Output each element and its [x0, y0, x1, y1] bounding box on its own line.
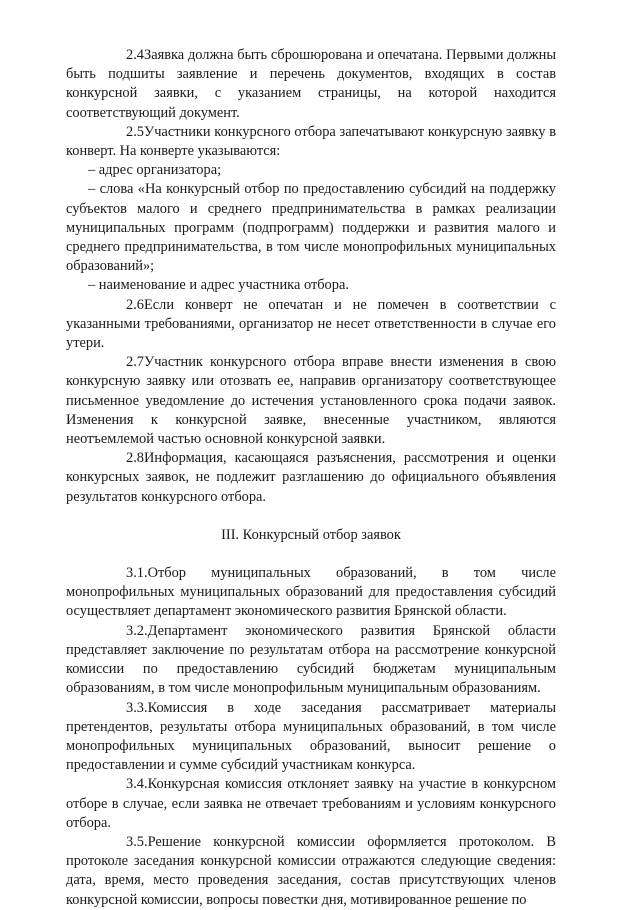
- paragraph-2-7: [66, 353, 556, 449]
- paragraph-number: 2.6: [126, 296, 144, 313]
- paragraph-3-2: [66, 622, 556, 699]
- paragraph-text: Департамент экономического развития Брянской области представляет заключение по результатам отбора на рассмотрение конкурсной комиссии по предоставлению субсидий бюджетам муниципальным образованиям, в том числе монопрофильным муниципальным образованиям.: [66, 622, 556, 697]
- paragraph-number: 3.1.: [126, 565, 148, 582]
- paragraph-text: Конкурсная комиссия отклоняет заявку на участие в конкурсном отборе в случае, если заявка не отвечает требованиям и условиям конкурсного отбора.: [66, 776, 556, 831]
- paragraph-2-5: [66, 123, 556, 161]
- paragraph-text: Комиссия в ходе заседания рассматривает материалы претендентов, результаты отбора муниципальных образований, в том числе монопрофильных муниципальных образований, выносит решение о предоставлении и сумме субсидий участникам конкурса.: [66, 699, 556, 774]
- paragraph-number: 3.5.: [126, 833, 148, 850]
- paragraph-number: 3.2.: [126, 622, 148, 639]
- paragraph-number: 3.3.: [126, 699, 148, 716]
- paragraph-text: Заявка должна быть сброшюрована и опечатана. Первыми должны быть подшиты заявление и перечень документов, входящих в состав конкурсной заявки, с указанием страницы, на которой находится соответствующий документ.: [66, 47, 556, 121]
- paragraph-3-3: [66, 699, 556, 776]
- paragraph-number: 2.7: [126, 354, 144, 371]
- section-heading: III. Конкурсный отбор заявок: [221, 526, 401, 543]
- paragraph-number: 2.4: [126, 47, 144, 63]
- paragraph-text: Решение конкурсной комиссии оформляется протоколом. В протоколе заседания конкурсной комиссии отражаются следующие сведения: дата, время, место проведения заседания, состав присутствующих членов конкурсной комиссии, вопросы повестки дня, мотивированное решение по: [66, 833, 556, 908]
- paragraph-3-4: [66, 775, 556, 833]
- paragraph-2-6: [66, 296, 556, 354]
- paragraph-text: Участник конкурсного отбора вправе внести изменения в свою конкурсную заявку или отозвать ее, направив организатору соответствующее письменное уведомление до истечения установленного срока подачи заявок. Изменения к конкурсной заявке, внесенные участником, являются неотъемлемой частью основной конкурсной заявки.: [66, 354, 556, 448]
- paragraph-text: Участники конкурсного отбора запечатывают конкурсную заявку в конверт. На конверте указываются:: [66, 123, 556, 160]
- paragraph-number: 3.4.: [126, 776, 148, 793]
- paragraph-3-1: [66, 564, 556, 622]
- paragraph-number: 2.5: [126, 123, 144, 140]
- paragraph-3-5: [66, 833, 556, 910]
- paragraph-2-8: [66, 449, 556, 507]
- paragraph-2-4: [66, 46, 556, 123]
- paragraph-text: Отбор муниципальных образований, в том числе монопрофильных муниципальных образований для предоставления субсидий осуществляет департамент экономического развития Брянской области.: [66, 565, 556, 620]
- list-item-organizer-address: – адрес организатора;: [88, 162, 222, 179]
- paragraph-number: 2.8: [126, 450, 144, 467]
- document-page: [66, 46, 556, 910]
- paragraph-text: Если конверт не опечатан и не помечен в соответствии с указанными требованиями, организатор не несет ответственности в случае его утери.: [66, 296, 556, 352]
- list-item-envelope-words: – слова «На конкурсный отбор по предоставлению субсидий на поддержку субъектов малого и среднего предпринимательства в рамках реализации муниципальных программ (подпрограмм) поддержки и развития малого и среднего предпринимательства, в том числе монопрофильных муниципальных образований»;: [66, 181, 556, 275]
- paragraph-text: Информация, касающаяся разъяснения, рассмотрения и оценки конкурсных заявок, не подлежит разглашению до официального объявления результатов конкурсного отбора.: [66, 450, 556, 505]
- list-item-participant-name: – наименование и адрес участника отбора.: [88, 277, 349, 294]
